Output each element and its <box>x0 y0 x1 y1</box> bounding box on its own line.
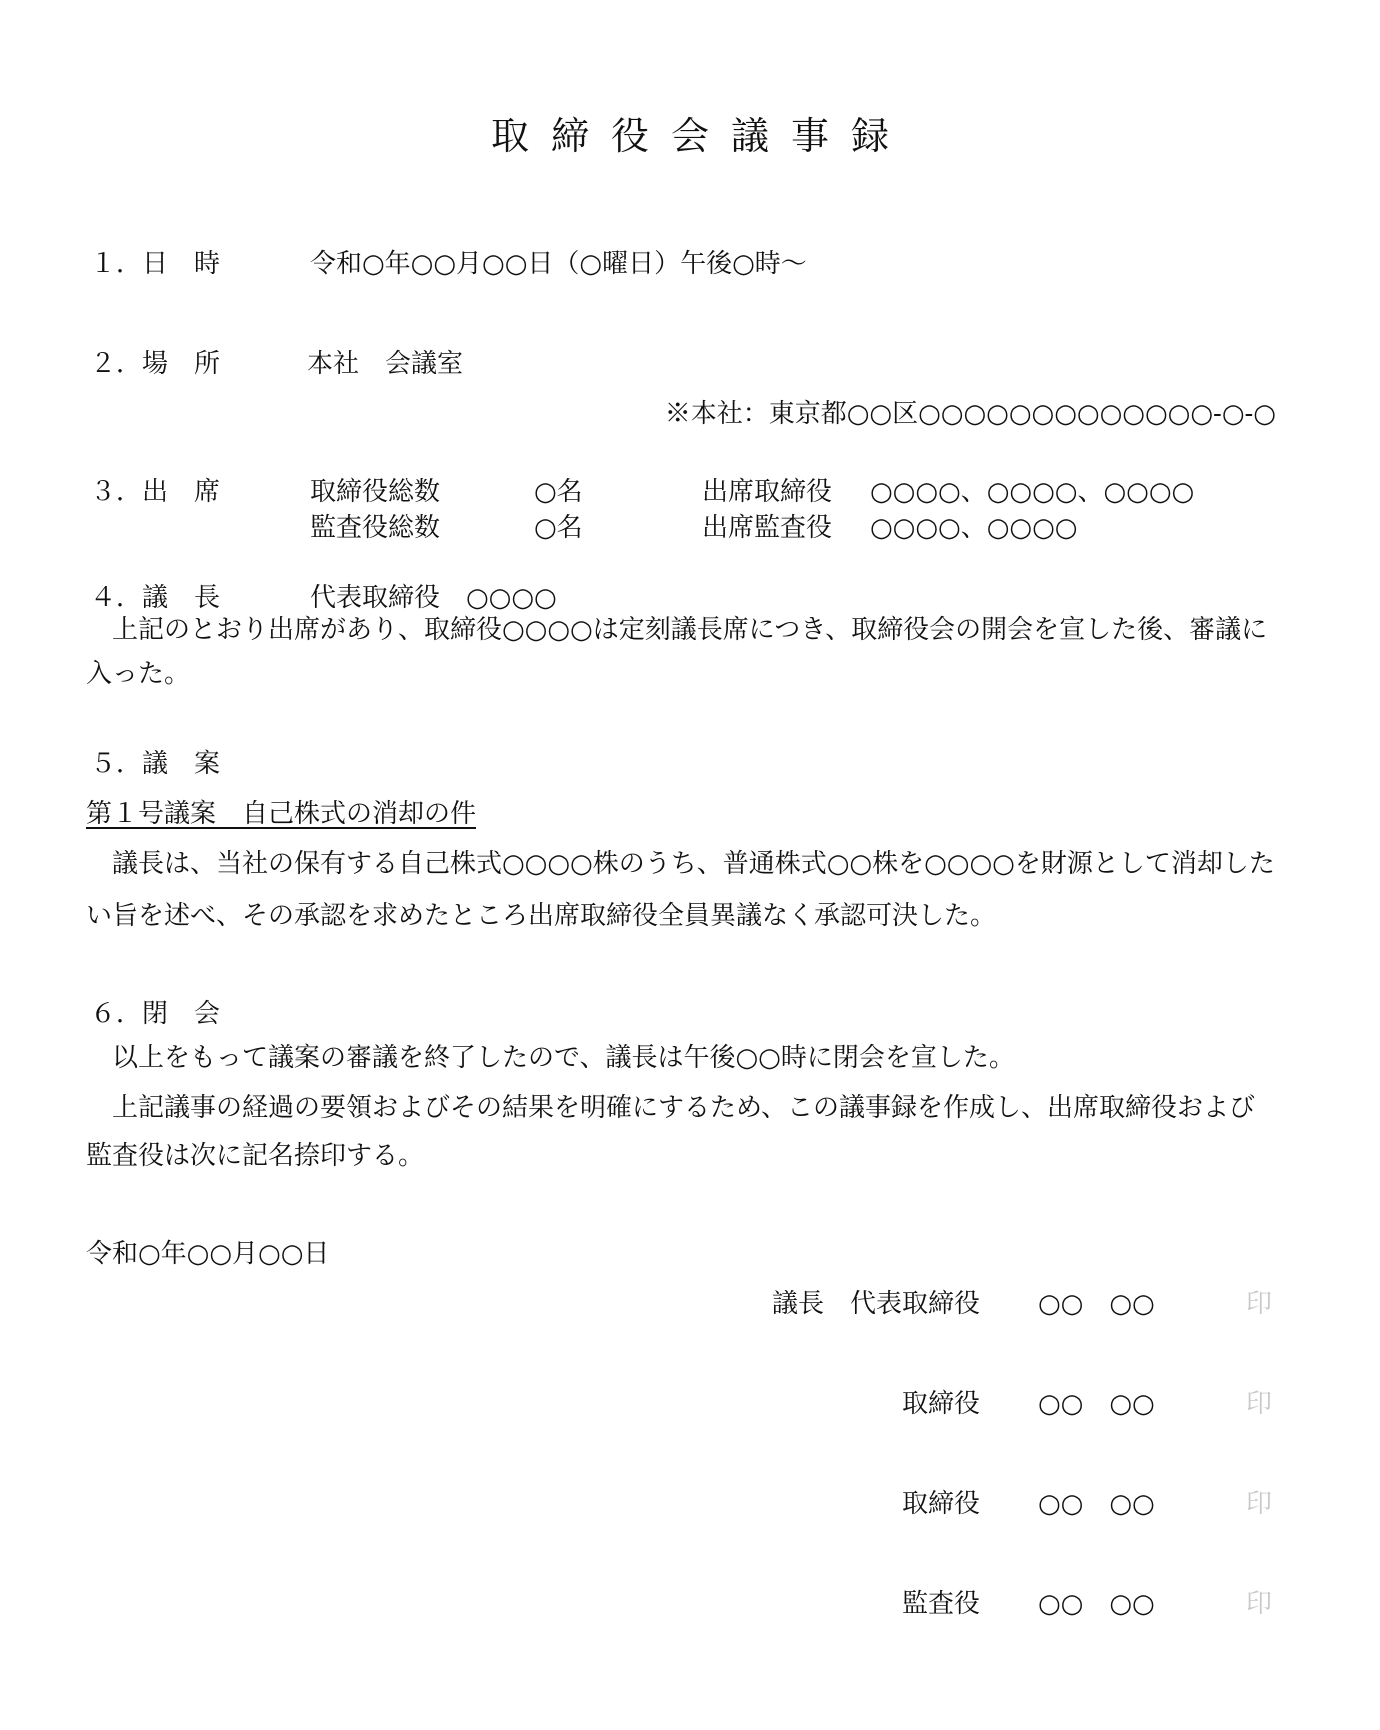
document-title: 取締役会議事録 <box>490 114 911 158</box>
document-date: 令和○年○○月○○日 <box>86 1239 330 1269</box>
section-datetime-value: 令和○年○○月○○日（○曜日）午後○時～ <box>310 249 807 279</box>
section-place-note: ※本社：東京都○○区○○○○○○○○○○○○○-○-○ <box>664 399 1276 429</box>
closing-paragraph-1: 以上をもって議案の審議を終了したので、議長は午後○○時に閉会を宣した。 <box>112 1043 1015 1073</box>
signature-name: ○○ ○○ <box>1038 1389 1155 1419</box>
closing-paragraph-2: 上記議事の経過の要領およびその結果を明確にするため、この議事録を作成し、出席取締役および監査役は次に記名捺印する。 <box>86 1093 1255 1171</box>
signature-name: ○○ ○○ <box>1038 1289 1155 1319</box>
signature-role: 取締役 <box>901 1489 980 1519</box>
seal-mark: 印 <box>1246 1389 1273 1419</box>
seal-mark: 印 <box>1246 1289 1273 1319</box>
section-closing-label: ６．閉 会 <box>90 999 221 1029</box>
section-attendance-label: ３．出 席 <box>90 477 221 507</box>
section-chair-label: ４．議 長 <box>90 583 221 613</box>
signature-name: ○○ ○○ <box>1038 1589 1155 1619</box>
agenda-item-title: 第１号議案 自己株式の消却の件 <box>86 799 477 829</box>
section-agenda-label: ５．議 案 <box>90 749 221 779</box>
attendance-directors-total-label: 取締役総数 <box>310 477 441 507</box>
attendance-present-directors-names: ○○○○、○○○○、○○○○ <box>870 477 1195 507</box>
chair-paragraph: 上記のとおり出席があり、取締役○○○○は定刻議長席につき、取締役会の開会を宣した後、審議に入った。 <box>86 615 1268 689</box>
section-chair-value: 代表取締役 ○○○○ <box>310 583 557 613</box>
attendance-present-auditors-names: ○○○○、○○○○ <box>870 513 1078 543</box>
signature-role: 監査役 <box>901 1589 980 1619</box>
signature-role: 取締役 <box>901 1389 980 1419</box>
attendance-auditors-count: ○名 <box>534 513 583 543</box>
attendance-directors-count: ○名 <box>534 477 583 507</box>
attendance-present-directors-label: 出席取締役 <box>702 477 833 507</box>
attendance-present-auditors-label: 出席監査役 <box>702 513 833 543</box>
section-place-label: ２．場 所 <box>90 349 221 379</box>
section-datetime-label: １．日 時 <box>90 249 221 279</box>
section-place-value: 本社 会議室 <box>307 349 464 379</box>
attendance-auditors-total-label: 監査役総数 <box>310 513 441 543</box>
agenda-paragraph: 議長は、当社の保有する自己株式○○○○株のうち、普通株式○○株を○○○○を財源として消却したい旨を述べ、その承認を求めたところ出席取締役全員異議なく承認可決した。 <box>86 849 1275 931</box>
signature-name: ○○ ○○ <box>1038 1489 1155 1519</box>
signature-role: 議長 代表取締役 <box>771 1289 980 1319</box>
seal-mark: 印 <box>1246 1589 1273 1619</box>
seal-mark: 印 <box>1246 1489 1273 1519</box>
